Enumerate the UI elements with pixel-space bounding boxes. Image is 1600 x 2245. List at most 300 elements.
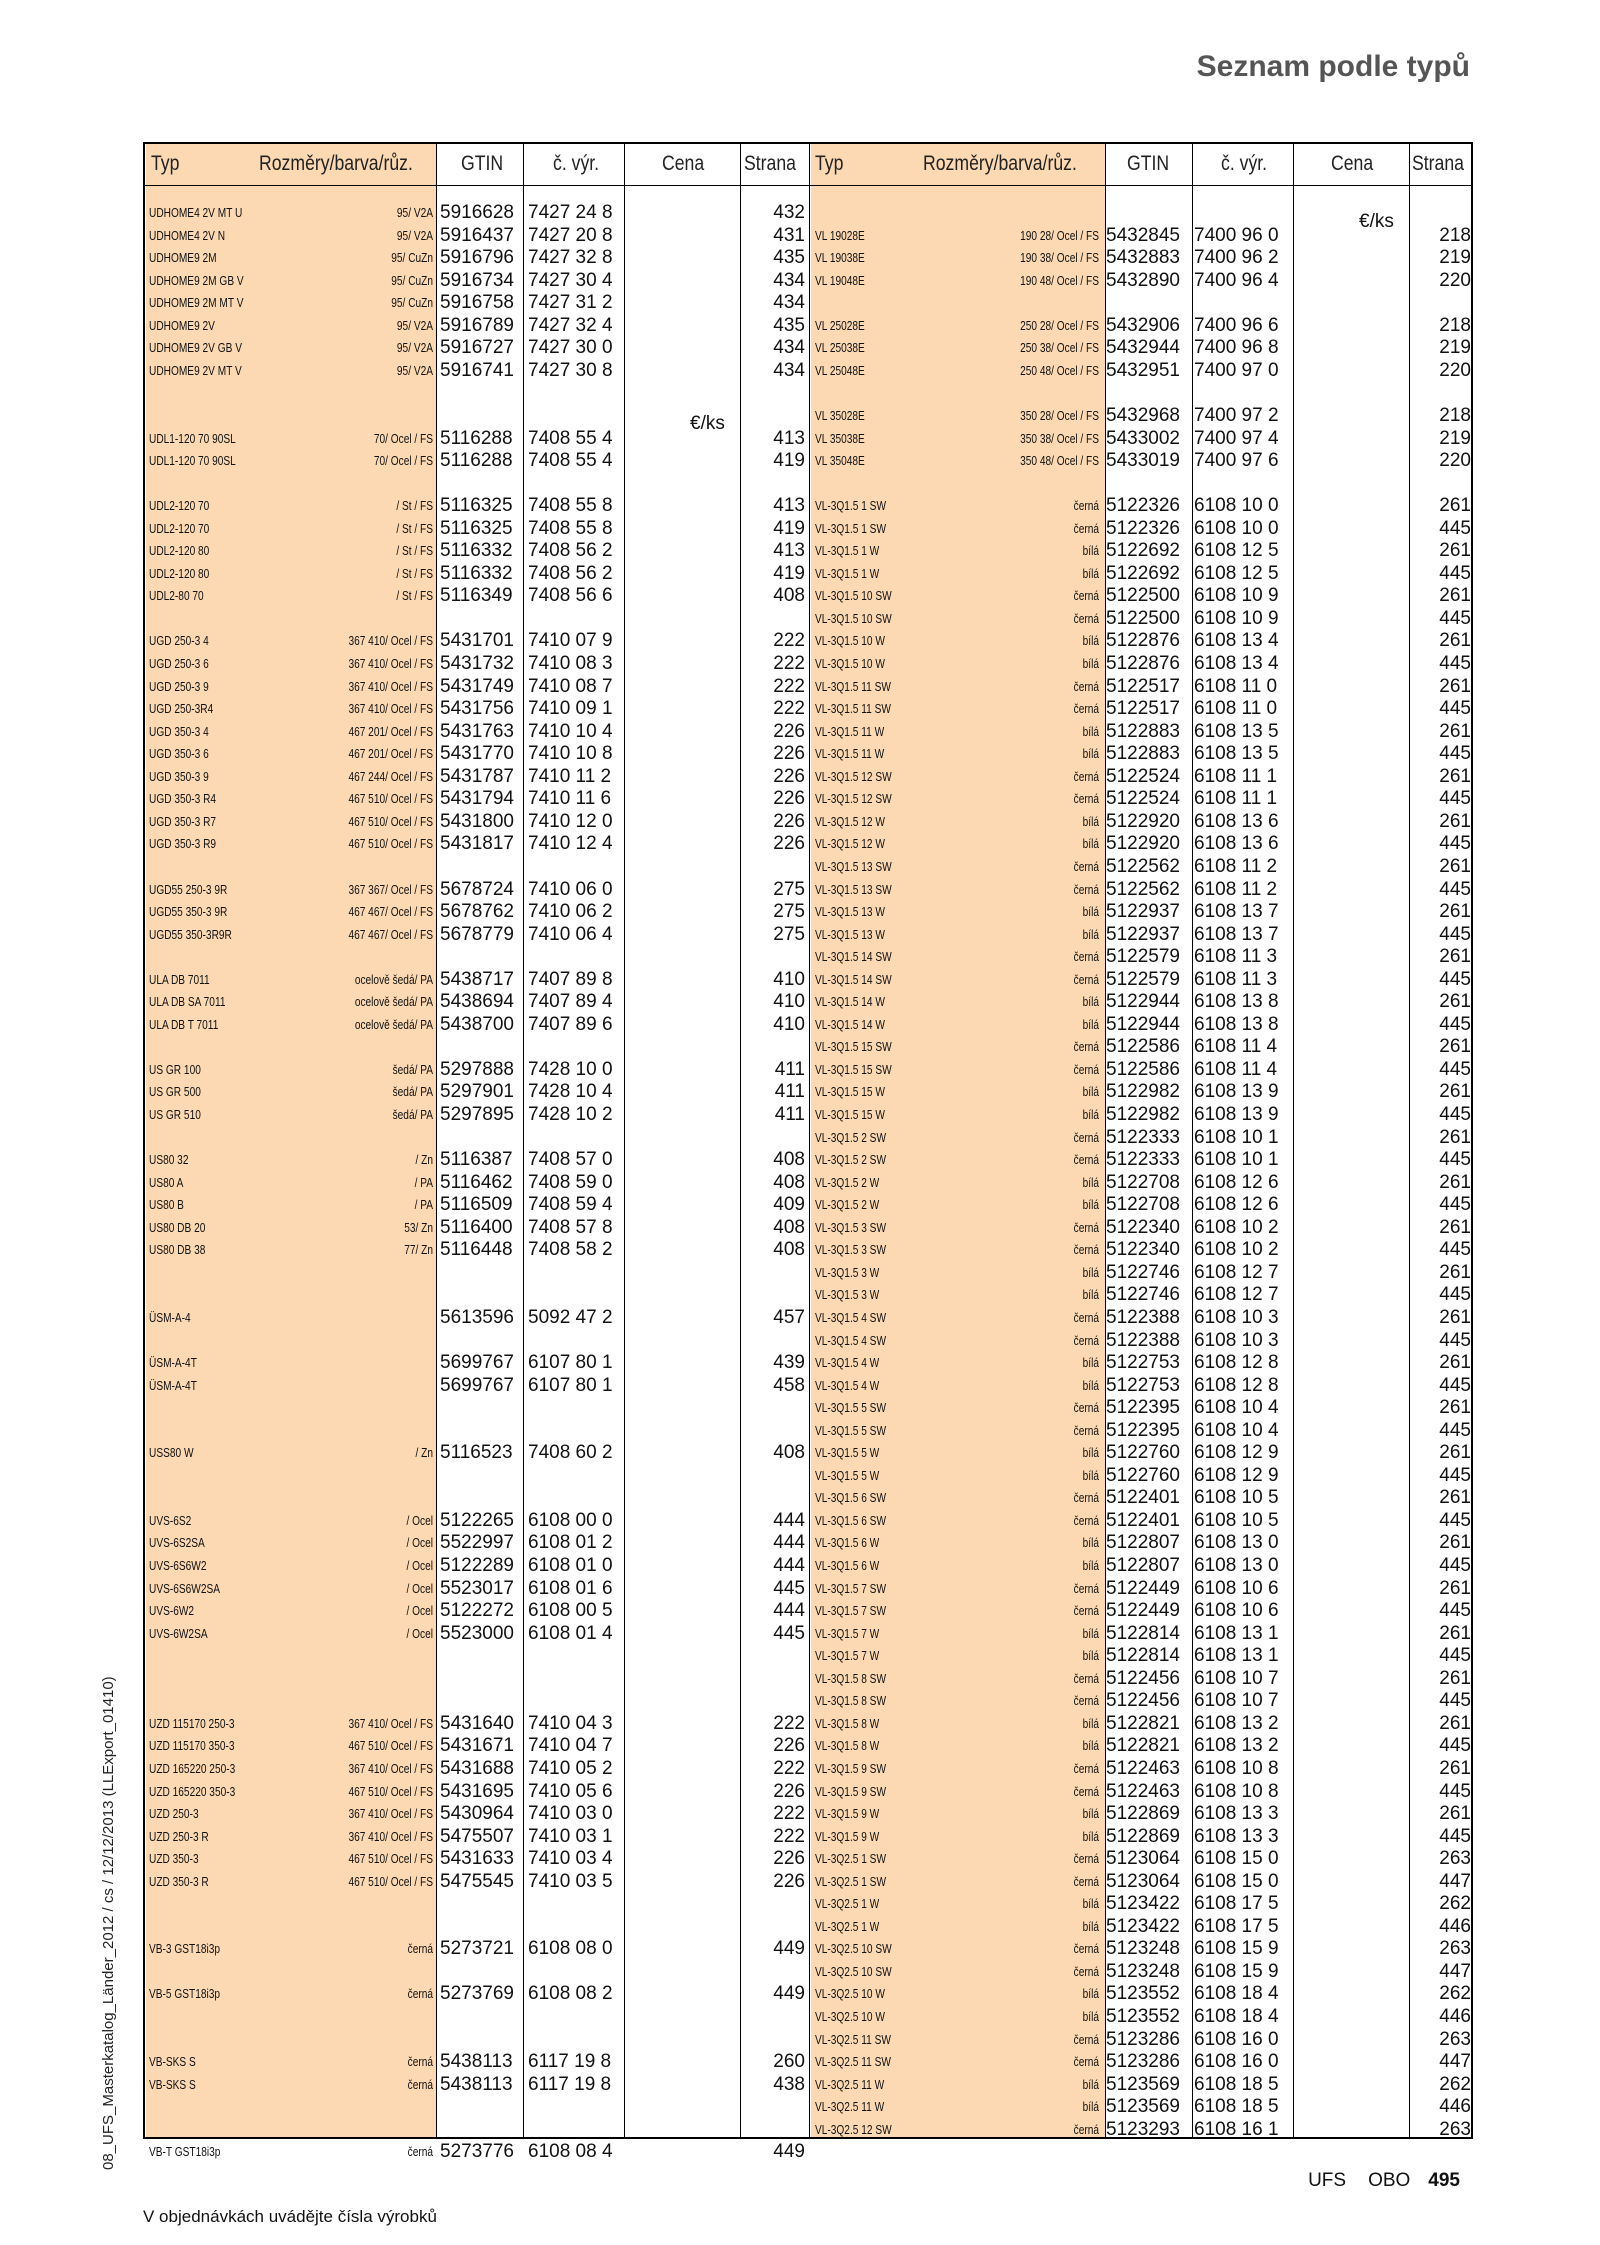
cell-typ: ULA DB SA 7011: [149, 994, 226, 1010]
table-row: [145, 1059, 1475, 1081]
cell-str: 449: [773, 2141, 805, 2163]
cell-str: 263: [1439, 2118, 1471, 2140]
table-row: [145, 833, 1475, 855]
cell-rozm: černá: [1073, 881, 1099, 897]
cell-gtin: 5431671: [440, 1735, 514, 1757]
cell-rozm: 190 48/ Ocel / FS: [1020, 272, 1099, 288]
cell-str: 261: [1439, 1757, 1471, 1779]
cell-cvyr: 6108 13 8: [1194, 1013, 1279, 1035]
cell-gtin: 5122463: [1106, 1780, 1180, 1802]
cell-rozm: 190 28/ Ocel / FS: [1020, 227, 1099, 243]
cell-str: 411: [774, 1104, 805, 1125]
table-row: [145, 360, 1475, 382]
cell-typ: VL-3Q1.5 8 SW: [815, 1693, 887, 1709]
cell-cvyr: 7410 05 2: [528, 1757, 613, 1779]
cell-cvyr: 7408 56 2: [528, 540, 613, 562]
cell-cvyr: 6108 16 1: [1194, 2118, 1279, 2140]
cell-str: 419: [773, 517, 805, 539]
cell-cvyr: 6108 15 0: [1194, 1848, 1279, 1870]
table-row: [145, 630, 1475, 652]
cell-cvyr: 7408 55 8: [528, 517, 613, 539]
cell-typ: VL 35028E: [815, 407, 865, 423]
cell-str: 261: [1439, 1712, 1471, 1734]
cell-str: 263: [1439, 1848, 1471, 1870]
table-row: [145, 1645, 1475, 1667]
cell-rozm: černá: [1073, 1580, 1099, 1596]
cell-gtin: 5122449: [1106, 1577, 1180, 1599]
cell-cvyr: 6108 13 5: [1194, 743, 1279, 765]
table-row: [145, 811, 1475, 833]
cell-cvyr: 6108 13 3: [1194, 1803, 1279, 1825]
table-row: [145, 1375, 1475, 1397]
cell-typ: VL-3Q1.5 9 SW: [815, 1783, 887, 1799]
cell-cvyr: 6108 11 2: [1194, 855, 1278, 877]
cell-cvyr: 6108 17 5: [1194, 1893, 1279, 1915]
cell-rozm: černá: [1073, 1490, 1099, 1506]
cell-rozm: / St / FS: [396, 588, 433, 604]
table-row: [145, 1713, 1475, 1735]
cell-rozm: 467 467/ Ocel / FS: [348, 904, 433, 920]
cell-gtin: 5122869: [1106, 1803, 1180, 1825]
cell-gtin: 5116387: [440, 1149, 513, 1171]
cell-cvyr: 6108 12 7: [1194, 1284, 1279, 1306]
cell-typ: VB-T GST18i3p: [149, 2144, 221, 2160]
cell-typ: VL-3Q1.5 7 SW: [815, 1603, 887, 1619]
cell-rozm: černá: [1073, 858, 1099, 874]
table-row: [145, 1578, 1475, 1600]
cell-rozm: šedá/ PA: [392, 1084, 433, 1100]
cell-str: 220: [1439, 359, 1471, 381]
cell-str: 261: [1439, 720, 1471, 742]
table-row: [145, 1465, 1475, 1487]
table-row: [145, 879, 1475, 901]
table-row: [145, 856, 1475, 878]
cell-str: 262: [1439, 1983, 1471, 2005]
cell-str: 445: [1439, 1464, 1471, 1486]
cell-gtin: 5122814: [1106, 1622, 1180, 1644]
cell-rozm: 367 410/ Ocel / FS: [348, 1760, 433, 1776]
cell-str: 222: [773, 675, 805, 697]
cell-gtin: 5116523: [440, 1442, 513, 1464]
cell-typ: VL-3Q1.5 3 SW: [815, 1242, 887, 1258]
cell-gtin: 5123286: [1106, 2051, 1180, 2073]
cell-typ: VL-3Q1.5 4 SW: [815, 1309, 887, 1325]
cell-cvyr: 6108 12 8: [1194, 1352, 1279, 1374]
cell-gtin: 5122395: [1106, 1397, 1180, 1419]
cell-str: 444: [773, 1600, 805, 1622]
table-row: [145, 608, 1475, 630]
cell-gtin: 5122562: [1106, 855, 1180, 877]
cell-str: 445: [1439, 653, 1471, 674]
cell-rozm: černá: [1073, 2031, 1099, 2047]
cell-rozm: / PA: [414, 1174, 433, 1190]
cell-gtin: 5122500: [1106, 607, 1180, 629]
cell-typ: VB-SKS S: [149, 2076, 196, 2092]
cell-typ: VL-3Q1.5 12 SW: [815, 791, 892, 807]
cell-gtin: 5123422: [1106, 1915, 1180, 1937]
cell-cvyr: 6108 13 0: [1194, 1555, 1279, 1576]
cell-typ: VL-3Q1.5 10 W: [815, 656, 885, 671]
table-row: [145, 2141, 1475, 2163]
cell-cvyr: 7408 55 4: [528, 427, 613, 449]
cell-str: 434: [773, 269, 805, 291]
cell-typ: UZD 165220 350-3: [149, 1783, 236, 1799]
cell-gtin: 5431800: [440, 810, 514, 832]
cell-cvyr: 6108 13 7: [1194, 923, 1279, 945]
cell-cvyr: 7427 30 8: [528, 359, 613, 381]
page-number: 495: [1428, 2170, 1460, 2191]
cell-typ: VL-3Q2.5 11 W: [815, 2076, 885, 2092]
cell-str: 432: [773, 202, 805, 223]
cell-str: 446: [1439, 1915, 1471, 1937]
cell-str: 261: [1439, 540, 1471, 562]
cell-gtin: 5122579: [1106, 968, 1180, 990]
cell-str: 419: [773, 562, 805, 584]
cell-str: 445: [1439, 1194, 1471, 1216]
cell-str: 410: [773, 968, 805, 990]
cell-gtin: 5116288: [440, 450, 513, 472]
cell-cvyr: 7427 30 0: [528, 337, 613, 359]
cell-gtin: 5122760: [1106, 1442, 1180, 1464]
cell-str: 226: [773, 743, 805, 765]
cell-rozm: bílá: [1082, 1197, 1099, 1213]
table-row: [145, 1668, 1475, 1690]
cell-str: 226: [773, 833, 805, 855]
cell-gtin: 5116325: [440, 495, 513, 517]
cell-gtin: 5123422: [1106, 1893, 1180, 1915]
cell-typ: VL-3Q1.5 3 W: [815, 1287, 880, 1303]
cell-cvyr: 6108 11 4: [1194, 1058, 1278, 1080]
cell-typ: UGD 250-3 9: [149, 678, 209, 694]
cell-str: 260: [773, 2051, 805, 2073]
cell-cvyr: 6108 00 5: [528, 1600, 613, 1622]
cell-str: 419: [773, 450, 805, 472]
cell-cvyr: 7410 03 0: [528, 1803, 613, 1825]
cell-typ: VL 19048E: [815, 272, 865, 288]
table-row: [145, 1826, 1475, 1848]
table-row: [145, 1397, 1475, 1419]
cell-str: 226: [773, 765, 805, 787]
cell-str: 411: [774, 1058, 805, 1080]
cell-gtin: 5122746: [1106, 1261, 1180, 1283]
cell-typ: UDL1-120 70 90SL: [149, 430, 236, 446]
cell-cvyr: 5092 47 2: [528, 1306, 613, 1328]
cell-str: 445: [1439, 1645, 1471, 1667]
cell-str: 261: [1439, 1622, 1471, 1644]
cell-gtin: 5122869: [1106, 1825, 1180, 1847]
table-row: [145, 1735, 1475, 1757]
cell-gtin: 5123552: [1106, 2006, 1180, 2027]
cell-typ: VL-3Q1.5 13 W: [815, 926, 885, 942]
cell-rozm: / PA: [414, 1197, 433, 1213]
cell-gtin: 5122708: [1106, 1194, 1180, 1216]
footer-brand-obo: OBO: [1368, 2170, 1411, 2191]
table-row: [145, 991, 1475, 1013]
cell-typ: UVS-6S2: [149, 1512, 192, 1528]
cell-gtin: 5123293: [1106, 2118, 1180, 2140]
cell-typ: VL-3Q1.5 6 SW: [815, 1490, 887, 1506]
cell-cvyr: 7410 05 6: [528, 1780, 613, 1802]
cell-str: 445: [1439, 1600, 1471, 1622]
cell-gtin: 5475507: [440, 1825, 514, 1847]
header-gtin: GTIN: [1127, 152, 1170, 175]
cell-typ: ÜSM-A-4: [149, 1309, 191, 1325]
cell-rozm: bílá: [1082, 565, 1099, 581]
cell-gtin: 5613596: [440, 1306, 514, 1328]
cell-gtin: 5123552: [1106, 1983, 1180, 2005]
cell-typ: UGD 350-3 R4: [149, 791, 217, 807]
cell-typ: UZD 165220 250-3: [149, 1760, 236, 1776]
cell-cvyr: 7410 08 3: [528, 653, 613, 674]
cell-gtin: 5432906: [1106, 314, 1180, 336]
cell-cvyr: 6108 13 7: [1194, 901, 1279, 923]
cell-rozm: bílá: [1082, 926, 1099, 942]
cell-str: 411: [774, 1081, 805, 1103]
cell-gtin: 5123248: [1106, 1960, 1180, 1982]
cell-gtin: 5432951: [1106, 359, 1180, 381]
cell-str: 261: [1439, 1216, 1471, 1238]
cell-gtin: 5122753: [1106, 1374, 1180, 1396]
cell-cvyr: 7410 04 7: [528, 1735, 613, 1757]
cell-cvyr: 7408 59 0: [528, 1171, 613, 1193]
cell-rozm: černá: [1073, 768, 1099, 784]
table-row: [145, 1532, 1475, 1554]
cell-gtin: 5122692: [1106, 562, 1180, 584]
cell-gtin: 5122272: [440, 1600, 514, 1622]
cell-gtin: 5122883: [1106, 743, 1180, 765]
cell-typ: UDHOME4 2V MT U: [149, 205, 243, 220]
cell-cvyr: 6108 12 7: [1194, 1261, 1279, 1283]
cell-str: 222: [773, 1712, 805, 1734]
cell-rozm: 95/ V2A: [396, 205, 433, 220]
cell-cvyr: 7428 10 4: [528, 1081, 613, 1103]
cell-gtin: 5122920: [1106, 810, 1180, 832]
cell-cvyr: 7408 57 8: [528, 1216, 613, 1238]
cell-str: 261: [1439, 946, 1471, 968]
cell-rozm: 250 48/ Ocel / FS: [1020, 362, 1099, 378]
cell-str: 226: [773, 1848, 805, 1870]
cell-gtin: 5916758: [440, 292, 514, 314]
cell-gtin: 5916796: [440, 247, 514, 269]
cell-rozm: bílá: [1082, 1806, 1099, 1822]
cell-typ: VL-3Q1.5 10 SW: [815, 588, 892, 604]
cell-str: 458: [773, 1374, 805, 1396]
cell-typ: VB-SKS S: [149, 2054, 196, 2070]
cell-gtin: 5431732: [440, 653, 514, 674]
cell-typ: UGD 350-3 R7: [149, 813, 217, 829]
cell-gtin: 5523017: [440, 1577, 514, 1599]
cell-cvyr: 7400 96 6: [1194, 314, 1279, 336]
cell-rozm: 367 410/ Ocel / FS: [348, 678, 433, 694]
cell-str: 261: [1439, 630, 1471, 652]
cell-str: 445: [1439, 1329, 1471, 1351]
cell-gtin: 5122944: [1106, 1013, 1180, 1035]
cell-rozm: černá: [1073, 1129, 1099, 1145]
cell-rozm: černá: [1073, 1760, 1099, 1776]
cell-cvyr: 6108 13 8: [1194, 991, 1279, 1013]
cell-typ: UDL2-80 70: [149, 588, 204, 604]
cell-gtin: 5116462: [440, 1171, 513, 1193]
cell-cvyr: 6117 19 8: [528, 2051, 612, 2073]
cell-typ: US80 32: [149, 1152, 189, 1168]
cell-typ: UVS-6W2: [149, 1603, 195, 1619]
cell-str: 261: [1439, 1126, 1471, 1148]
cell-rozm: černá: [1073, 1941, 1099, 1957]
cell-gtin: 5122463: [1106, 1757, 1180, 1779]
cell-gtin: 5916628: [440, 202, 514, 223]
cell-rozm: bílá: [1082, 1625, 1099, 1641]
cell-rozm: bílá: [1082, 813, 1099, 829]
cell-rozm: bílá: [1082, 633, 1099, 649]
cell-str: 261: [1439, 1081, 1471, 1103]
header-gtin: GTIN: [461, 152, 504, 175]
header-cena: Cena: [1331, 152, 1374, 175]
cell-gtin: 5122449: [1106, 1600, 1180, 1622]
cell-typ: VL-3Q1.5 13 W: [815, 904, 885, 920]
cell-typ: VL-3Q1.5 12 SW: [815, 768, 892, 784]
table-row: [145, 315, 1475, 337]
cell-rozm: 95/ V2A: [396, 227, 433, 243]
cell-gtin: 5116325: [440, 517, 513, 539]
cell-cvyr: 7410 11 2: [528, 765, 612, 787]
cell-gtin: 5431633: [440, 1848, 514, 1870]
cell-rozm: černá: [1073, 588, 1099, 604]
cell-rozm: černá: [1073, 1963, 1099, 1979]
cell-cvyr: 6108 10 3: [1194, 1306, 1279, 1328]
cell-cvyr: 6108 10 2: [1194, 1216, 1279, 1238]
cell-gtin: 5122388: [1106, 1306, 1180, 1328]
cell-str: 261: [1439, 765, 1471, 787]
cell-typ: US80 DB 20: [149, 1219, 206, 1235]
cell-str: 263: [1439, 2028, 1471, 2050]
table-row: [145, 1239, 1475, 1261]
cell-rozm: černá: [1073, 1219, 1099, 1235]
cell-gtin: 5431770: [440, 743, 514, 765]
cell-gtin: 5123286: [1106, 2028, 1180, 2050]
cell-cvyr: 6108 18 5: [1194, 2073, 1279, 2095]
cell-str: 222: [773, 1825, 805, 1847]
cell-str: 261: [1439, 585, 1471, 607]
table-row: [145, 563, 1475, 585]
cell-rozm: bílá: [1082, 1828, 1099, 1844]
cell-typ: VL-3Q1.5 14 W: [815, 994, 885, 1010]
cell-gtin: 5122937: [1106, 901, 1180, 923]
table-row: [145, 1555, 1475, 1577]
cell-rozm: ocelově šedá/ PA: [354, 971, 433, 987]
cell-cvyr: 7410 07 9: [528, 630, 613, 652]
cell-cvyr: 6108 12 5: [1194, 562, 1279, 584]
cell-gtin: 5122807: [1106, 1555, 1180, 1576]
cell-gtin: 5430964: [440, 1803, 514, 1825]
cell-rozm: bílá: [1082, 1896, 1099, 1912]
cell-cvyr: 6108 18 4: [1194, 1983, 1279, 2005]
cell-cvyr: 6108 08 4: [528, 2141, 613, 2163]
table-row: [145, 1487, 1475, 1509]
cell-cvyr: 6108 13 4: [1194, 653, 1279, 674]
cell-cvyr: 6108 10 8: [1194, 1757, 1279, 1779]
cell-rozm: / St / FS: [396, 520, 433, 536]
cell-cvyr: 6108 10 3: [1194, 1329, 1279, 1351]
cell-gtin: 5123064: [1106, 1848, 1180, 1870]
cell-rozm: bílá: [1082, 994, 1099, 1010]
cell-gtin: 5122920: [1106, 833, 1180, 855]
table-row: [145, 247, 1475, 269]
cell-gtin: 5523000: [440, 1622, 514, 1644]
cell-str: 408: [773, 1216, 805, 1238]
cell-gtin: 5431695: [440, 1780, 514, 1802]
cell-rozm: 467 510/ Ocel / FS: [348, 1738, 433, 1754]
cell-typ: VL-3Q1.5 13 SW: [815, 858, 892, 874]
cell-rozm: bílá: [1082, 1535, 1099, 1551]
table-row: [145, 518, 1475, 540]
cell-typ: UGD55 250-3 9R: [149, 881, 228, 897]
cell-str: 410: [773, 1013, 805, 1035]
cell-typ: VL-3Q1.5 11 W: [815, 746, 885, 762]
cell-cvyr: 6108 10 7: [1194, 1690, 1279, 1712]
cell-cvyr: 7400 97 4: [1194, 427, 1279, 449]
cell-cvyr: 7428 10 0: [528, 1058, 613, 1080]
cell-gtin: 5916741: [440, 359, 514, 381]
cell-rozm: černá: [1073, 1422, 1099, 1438]
cell-rozm: 367 410/ Ocel / FS: [348, 656, 433, 671]
cell-gtin: 5122814: [1106, 1645, 1180, 1667]
cell-typ: UGD 250-3R4: [149, 701, 214, 717]
cell-str: 445: [1439, 743, 1471, 765]
cell-rozm: černá: [407, 1941, 433, 1957]
cell-cvyr: 6108 10 5: [1194, 1509, 1279, 1531]
table-row: [145, 292, 1475, 314]
cell-str: 457: [773, 1306, 805, 1328]
cell-str: 261: [1439, 1397, 1471, 1419]
table-row: [145, 585, 1475, 607]
cell-cvyr: 7408 57 0: [528, 1149, 613, 1171]
cell-typ: US GR 500: [149, 1084, 201, 1100]
cell-cvyr: 6108 12 9: [1194, 1442, 1279, 1464]
table-row: [145, 540, 1475, 562]
cell-cvyr: 6108 13 9: [1194, 1104, 1279, 1125]
cell-typ: VL 25028E: [815, 317, 865, 333]
table-row: [145, 901, 1475, 923]
cell-cvyr: 6107 80 1: [528, 1352, 613, 1374]
cell-cvyr: 6108 16 0: [1194, 2051, 1279, 2073]
cell-typ: VL-3Q2.5 11 SW: [815, 2031, 891, 2047]
cell-cvyr: 6108 10 4: [1194, 1419, 1279, 1441]
cell-gtin: 5431817: [440, 833, 514, 855]
cell-cvyr: 6108 18 4: [1194, 2006, 1279, 2027]
cell-typ: VL-3Q1.5 2 SW: [815, 1129, 887, 1145]
cell-str: 408: [773, 1442, 805, 1464]
cell-typ: US GR 100: [149, 1061, 201, 1077]
cell-str: 445: [1439, 1149, 1471, 1171]
cell-str: 447: [1439, 2051, 1471, 2073]
table-row: [145, 1081, 1475, 1103]
cell-cvyr: 6108 11 1: [1194, 788, 1278, 810]
cell-gtin: 5122562: [1106, 878, 1180, 900]
cell-cvyr: 6108 01 6: [528, 1577, 613, 1599]
cell-typ: UDL2-120 70: [149, 498, 210, 514]
cell-str: 220: [1439, 450, 1471, 472]
table-row: [145, 2074, 1475, 2096]
cell-typ: VL-3Q1.5 15 W: [815, 1084, 885, 1100]
cell-rozm: bílá: [1082, 1084, 1099, 1100]
cell-str: 445: [1439, 1104, 1471, 1125]
cell-str: 445: [1439, 1419, 1471, 1441]
cell-gtin: 5122821: [1106, 1735, 1180, 1757]
table-row: [145, 202, 1475, 224]
product-table: [143, 142, 1473, 2163]
cell-str: 226: [773, 1780, 805, 1802]
cell-cvyr: 6108 11 0: [1194, 698, 1278, 720]
